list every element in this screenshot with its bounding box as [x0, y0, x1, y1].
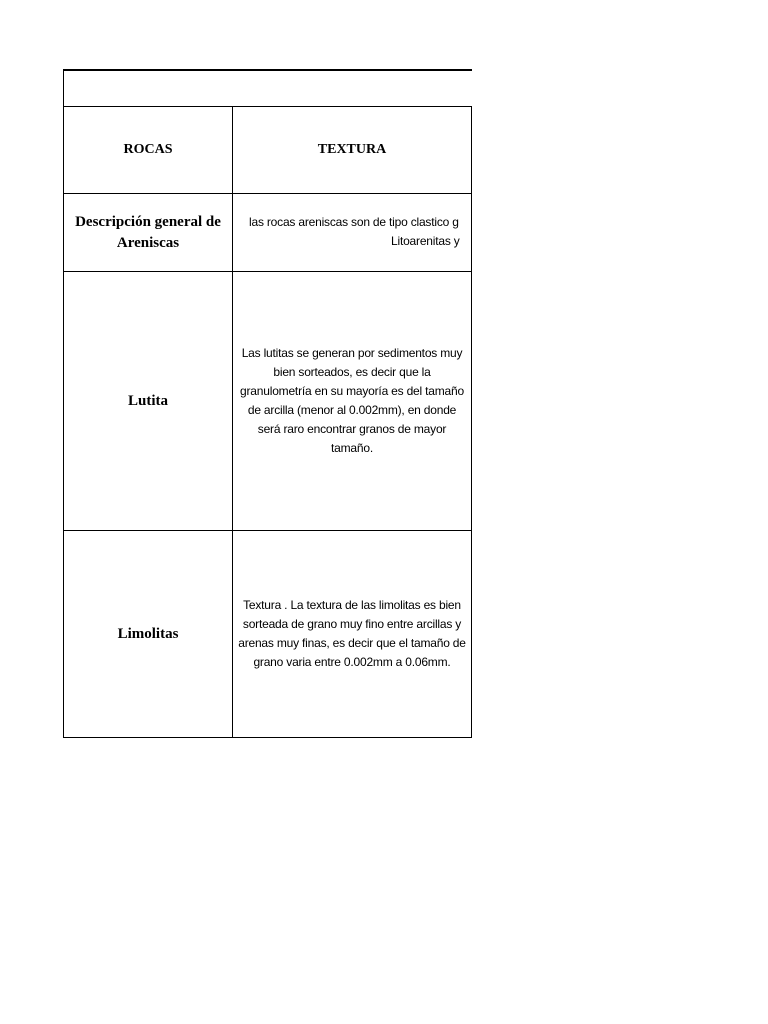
- table-top-border: [63, 69, 472, 71]
- rock-cell-limolitas: [64, 531, 232, 737]
- rock-cell-lutita: [64, 272, 232, 530]
- texture-cell-lutita: [233, 272, 471, 530]
- rock-name-limolitas: Limolitas: [117, 625, 179, 642]
- texture-line-areniscas-2: Litoarenitas y: [391, 234, 460, 248]
- texture-cell-areniscas: [233, 194, 471, 271]
- texture-text-limolitas: Textura . La textura de las limolitas es bien sorteada de grano muy fino entre arcillas y arenas muy finas, es decir que el tamaño de grano varia entre 0.002mm a 0.06mm.: [238, 598, 466, 669]
- texture-line-areniscas-1: las rocas areniscas son de tipo clastico g: [249, 215, 459, 229]
- header-textura-label: TEXTURA: [317, 142, 387, 157]
- header-textura: [233, 107, 471, 193]
- rock-name-areniscas: Descripción general de Areniscas: [75, 213, 221, 251]
- rock-cell-areniscas: [64, 194, 232, 271]
- texture-cell-limolitas: [233, 531, 471, 737]
- header-rocas: [64, 107, 232, 193]
- table-bottom-border: [63, 737, 472, 738]
- texture-text-lutita: Las lutitas se generan por sedimentos muy bien sorteados, es decir que la granulometría en su mayoría es del tamaño de arcilla (menor al 0.002mm), en donde será raro encontrar granos de mayor tamaño.: [240, 346, 464, 455]
- rock-texture-table: [63, 69, 472, 739]
- table-right-border: [471, 106, 472, 738]
- header-rocas-label: ROCAS: [123, 142, 173, 157]
- rock-name-lutita: Lutita: [127, 392, 168, 409]
